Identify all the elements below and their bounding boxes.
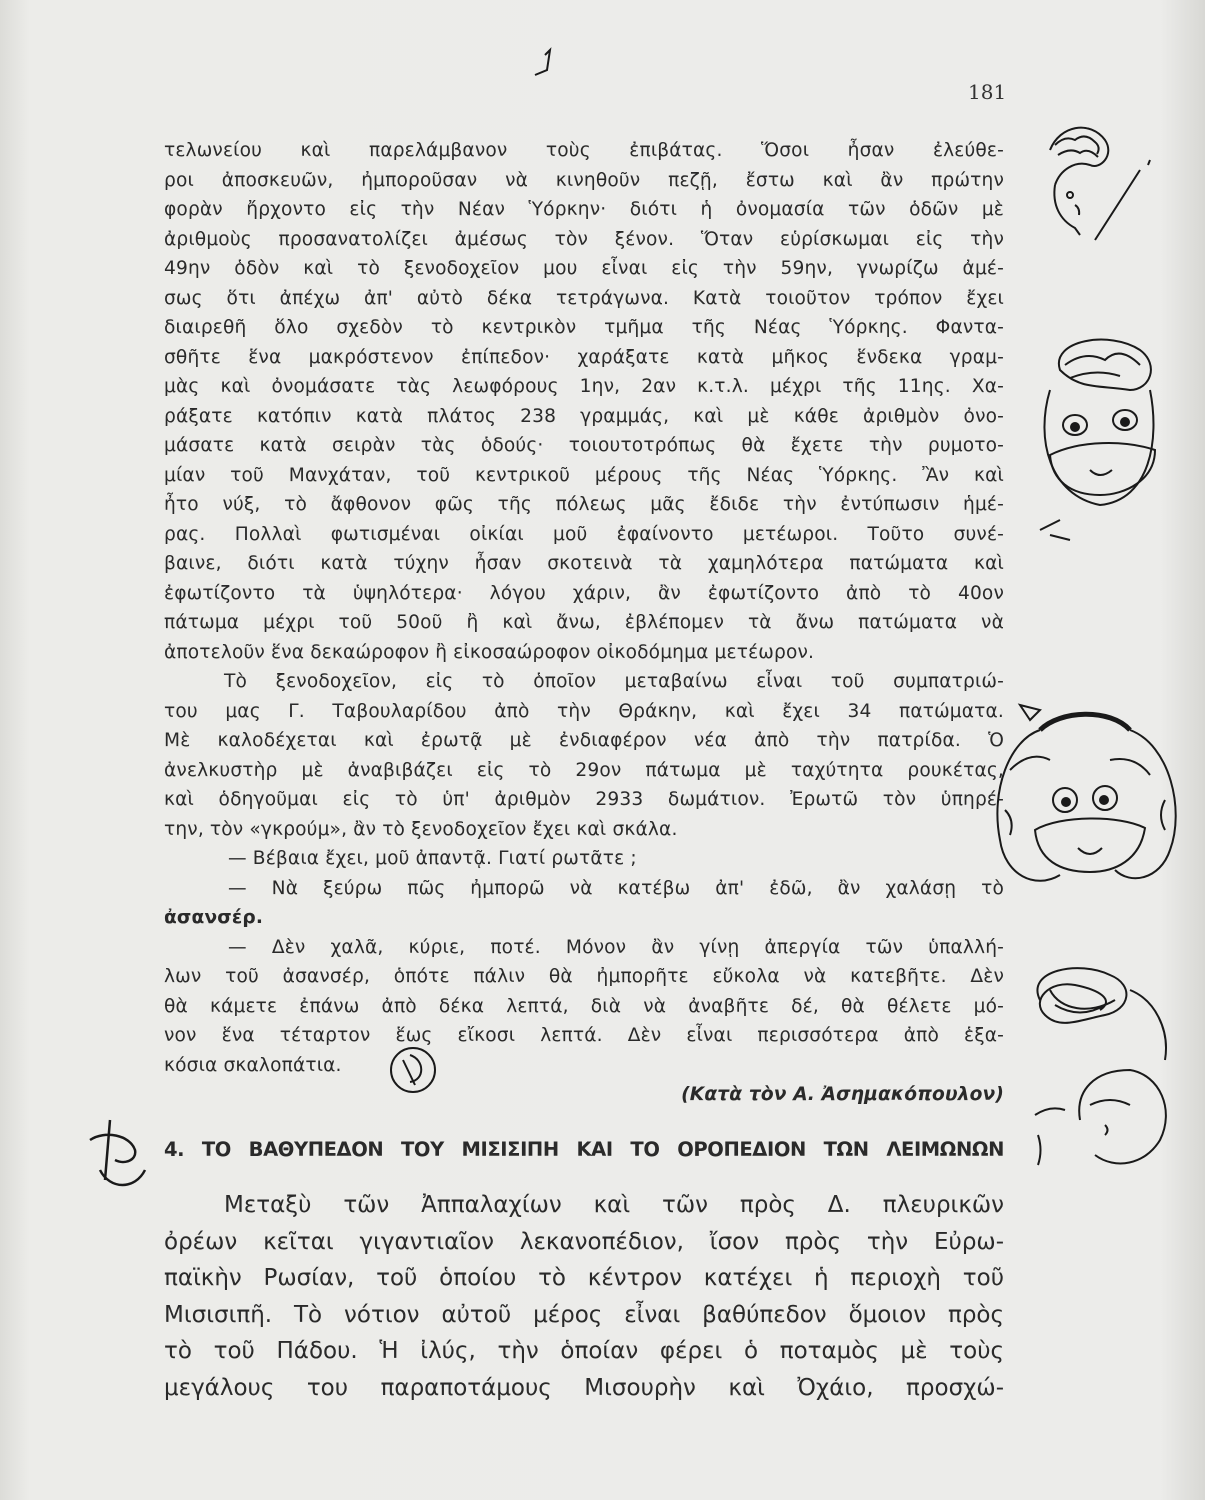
text-line: ἦτο νύξ, τὸ ἄφθονον φῶς τῆς πόλεως μᾶς ἔδιδε τὴν ἐντύπωσιν ἡμέ- [164,494,1004,515]
text-line: 49ην ὁδὸν καὶ τὸ ξενοδοχεῖον μου εἶναι εἰς τὴν 59ην, γνωρίζω ἀμέ- [164,258,1004,279]
section-text [164,1187,1004,1406]
section-heading: 4. ΤΟ ΒΑΘΥΠΕΔΟΝ ΤΟΥ ΜΙΣΙΣΙΠΗ ΚΑΙ ΤΟ ΟΡΟΠΕΔΙΟΝ ΤΩΝ ΛΕΙΜΩΝΩΝ [164,1138,1004,1161]
text-line: ἀνελκυστὴρ μὲ ἀναβιβάζει εἰς τὸ 29ον πάτωμα μὲ ταχύτητα ρουκέτας, [164,759,1004,781]
dialog-line: θὰ κάμετε ἐπάνω ἀπὸ δέκα λεπτά, διὰ νὰ ἀναβῆτε δέ, θὰ θέλετε μό- [164,995,1004,1017]
article-text [164,136,1004,1110]
text-line: διαιρεθῆ ὅλο σχεδὸν τὸ κεντρικὸν τμῆμα τῆς Νέας Ὑόρκης. Φαντα- [164,317,1004,338]
text-line: σθῆτε ἕνα μακρόστενον ἐπίπεδον· χαράξατε κατὰ μῆκος ἕνδεκα γραμ- [164,346,1004,368]
dialog-line: ἀσανσέρ. [164,907,264,928]
text-line: καὶ ὁδηγοῦμαι εἰς τὸ ὑπ' ἀριθμὸν 2933 δωμάτιον. Ἐρωτῶ τὸν ὑπηρέ- [164,789,1004,810]
text-line: ρας. Πολλαὶ φωτισμέναι οἰκίαι μοῦ ἐφαίνοντο μετέωροι. Τοῦτο συνέ- [164,523,1004,545]
doodle-scribble-head-icon [1020,960,1190,1190]
text-line: τὸ τοῦ Πάδου. Ἡ ἰλύς, τὴν ὁποίαν φέρει ὁ ποταμὸς μὲ τοὺς [164,1338,1004,1364]
text-line: ἐφωτίζοντο τὰ ὑψηλότερα· λόγου χάριν, ἂν ἐφωτίζοντο ἀπὸ τὸ 40ον [164,582,1004,604]
text-line: μίαν τοῦ Μανχάταν, τοῦ κεντρικοῦ μέρους τῆς Νέας Ὑόρκης. Ἂν καὶ [164,464,1004,486]
text-line: τελωνείου καὶ παρελάμβανον τοὺς ἐπιβάτας. Ὅσοι ἦσαν ἐλεύθε- [164,140,1004,161]
text-line: πάτωμα μέχρι τοῦ 50οῦ ἢ καὶ ἄνω, ἐβλέπομεν τὰ ἄνω πατώματα νὰ [164,612,1004,633]
dialog-line: λων τοῦ ἀσανσέρ, ὁπότε πάλιν θὰ ἠμπορῆτε εὔκολα νὰ κατεβῆτε. Δὲν [164,966,1004,987]
text-line: φορὰν ἤρχοντο εἰς τὴν Νέαν Ὑόρκην· διότι ἡ ὀνομασία τῶν ὁδῶν μὲ [164,199,1004,220]
text-line: ροι ἀποσκευῶν, ἠμποροῦσαν νὰ κινηθοῦν πεζῇ, ἔστω καὶ ἂν πρώτην [164,169,1004,191]
doodle-face-profile-icon [1030,110,1190,270]
doodle-ink-mark-icon [525,45,565,95]
text-line: Τὸ ξενοδοχεῖον, εἰς τὸ ὁποῖον μεταβαίνω εἶναι τοῦ συμπατριώ- [224,671,1004,692]
text-line: μάσατε κατὰ σειρὰν τὰς ὁδούς· τοιουτοτρόπως θὰ ἔχετε τὴν ρυμοτο- [164,435,1004,456]
text-line: παϊκὴν Ρωσίαν, τοῦ ὁποίου τὸ κέντρον κατέχει ἡ περιοχὴ τοῦ [164,1265,1004,1291]
text-line: ὀρέων κεῖται γιγαντιαῖον λεκανοπέδιον, ἴσον πρὸς τὴν Εὐρω- [164,1228,1004,1255]
text-line: μὰς καὶ ὀνομάσατε τὰς λεωφόρους 1ην, 2αν κ.τ.λ. μέχρι τῆς 11ης. Χα- [164,376,1004,397]
text-line: σως ὅτι ἀπέχω ἀπ' αὐτὸ δέκα τετράγωνα. Κατὰ τοιοῦτον τρόπον ἔχει [164,287,1004,309]
text-line: βαινε, διότι κατὰ τύχην ἦσαν σκοτεινὰ τὰ χαμηλότερα πατώματα καὶ [164,553,1004,574]
text-line: ἀριθμοὺς προσανατολίζει ἀμέσως τὸν ξένον. Ὅταν εὑρίσκωμαι εἰς τὴν [164,228,1004,250]
text-line: ἀποτελοῦν ἕνα δεκαώροφον ἢ εἰκοσαώροφον οἰκοδόμημα μετέωρον. [164,641,815,663]
dialog-line: νον ἕνα τέταρτον ἕως εἴκοσι λεπτά. Δὲν εἶναι περισσότερα ἀπὸ ἑξα- [164,1025,1004,1046]
dialog-line: — Βέβαια ἔχει, μοῦ ἀπαντᾷ. Γιατί ρωτᾶτε ; [228,848,637,869]
doodle-face-mask-icon [1030,330,1180,560]
text-line: του μας Γ. Ταβουλαρίδου ἀπὸ τὴν Θράκην, καὶ ἔχει 34 πατώματα. [164,700,1004,722]
dialog-line: κόσια σκαλοπάτια. [164,1054,342,1076]
doodle-margin-mark-icon [75,1110,165,1200]
attribution: (Κατὰ τὸν Α. Ἀσημακόπουλον) [681,1084,1004,1105]
text-line: Μεταξὺ τῶν Ἀππαλαχίων καὶ τῶν πρὸς Δ. πλευρικῶν [224,1192,1004,1218]
doodle-girl-mask-icon [980,700,1190,900]
dialog-line: — Δὲν χαλᾶ, κύριε, ποτέ. Μόνον ἂν γίνῃ ἀπεργία τῶν ὑπαλλή- [228,936,1004,958]
dialog-line: — Νὰ ξεύρω πῶς ἠμπορῶ νὰ κατέβω ἀπ' ἐδῶ, ἂν χαλάσῃ τὸ [228,877,1004,899]
page-number: 181 [968,80,1007,104]
text-line: Μισισιπῆ. Τὸ νότιον αὐτοῦ μέρος εἶναι βαθύπεδον ὅμοιον πρὸς [164,1301,1004,1328]
text-line: Μὲ καλοδέχεται καὶ ἐρωτᾷ μὲ ἐνδιαφέρον νέα ἀπὸ τὴν πατρίδα. Ὁ [164,730,1004,751]
doodle-initials-icon [385,1040,445,1100]
text-line: μεγάλους του παραποτάμους Μισουρὴν καὶ Ὀχάιο, προσχώ- [164,1374,1004,1401]
text-line: ράξατε κατόπιν κατὰ πλάτος 238 γραμμάς, καὶ μὲ κάθε ἀριθμὸν ὀνο- [164,405,1004,427]
text-line: την, τὸν «γκρούμ», ἂν τὸ ξενοδοχεῖον ἔχει καὶ σκάλα. [164,818,678,840]
